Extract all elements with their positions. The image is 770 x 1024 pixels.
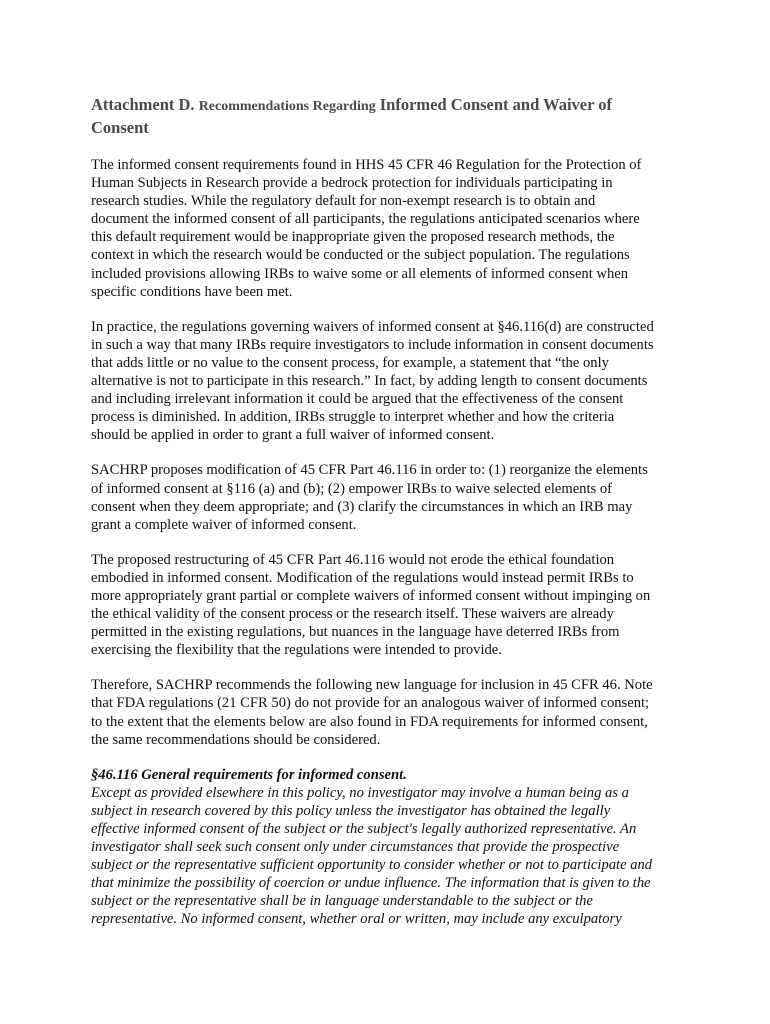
- section-line: representative. No informed consent, whether oral or written, may include any exculpatory: [91, 911, 622, 928]
- heading-topic: Informed Consent and Waiver of: [379, 95, 612, 114]
- section-46-116: [91, 766, 681, 929]
- document-page: [91, 94, 681, 946]
- text-line: consent when they deem appropriate; and (3) clarify the circumstances in which an IRB may: [91, 498, 633, 515]
- document-heading: [91, 94, 681, 138]
- section-line: investigator shall seek such consent only under circumstances that provide the prospective: [91, 839, 620, 856]
- text-line: and including irrelevant information it could be argued that the effectiveness of the consent: [91, 391, 624, 408]
- text-line: grant a complete waiver of informed consent.: [91, 516, 357, 533]
- section-title: §46.116 General requirements for informed consent.: [91, 766, 407, 783]
- paragraph-2: [91, 318, 681, 445]
- text-line: the ethical validity of the consent process or the research itself. These waivers are already: [91, 606, 614, 623]
- heading-recommendations: Recommendations Regarding: [198, 99, 376, 114]
- text-line: more appropriately grant partial or complete waivers of informed consent without impinging on: [91, 587, 651, 604]
- paragraph-5: [91, 676, 681, 748]
- paragraph-1: [91, 156, 681, 301]
- section-line: Except as provided elsewhere in this policy, no investigator may involve a human being as a: [91, 784, 629, 801]
- text-line: should be applied in order to grant a full waiver of informed consent.: [91, 427, 495, 444]
- text-line: alternative is not to participate in this research.” In fact, by adding length to consent documents: [91, 373, 648, 390]
- text-line: embodied in informed consent. Modification of the regulations would instead permit IRBs to: [91, 569, 634, 586]
- section-line: subject or the representative shall be in language understandable to the subject or the: [91, 893, 593, 910]
- text-line: In practice, the regulations governing waivers of informed consent at §46.116(d) are constructed: [91, 318, 654, 335]
- text-line: included provisions allowing IRBs to waive some or all elements of informed consent when: [91, 265, 629, 282]
- text-line: permitted in the existing regulations, but nuances in the language have deterred IRBs from: [91, 624, 620, 641]
- text-line: that adds little or no value to the consent process, for example, a statement that “the only: [91, 354, 609, 371]
- text-line: research studies. While the regulatory default for non-exempt research is to obtain and: [91, 193, 596, 210]
- section-line: effective informed consent of the subject or the subject's legally authorized representative. An: [91, 821, 637, 837]
- text-line: the same recommendations should be considered.: [91, 731, 381, 748]
- text-line: context in which the research would be conducted or the subject population. The regulations: [91, 247, 630, 264]
- text-line: specific conditions have been met.: [91, 283, 293, 300]
- text-line: document the informed consent of all participants, the regulations anticipated scenarios where: [91, 211, 640, 228]
- section-line: subject in research covered by this policy unless the investigator has obtained the legally: [91, 802, 611, 819]
- text-line: SACHRP proposes modification of 45 CFR Part 46.116 in order to: (1) reorganize the elements: [91, 462, 648, 479]
- text-line: The informed consent requirements found in HHS 45 CFR 46 Regulation for the Protection of: [91, 157, 642, 173]
- section-line: that minimize the possibility of coercion or undue influence. The information that is given to the: [91, 875, 651, 892]
- text-line: this default requirement would be inappropriate given the proposed research methods, the: [91, 229, 615, 246]
- paragraph-3: [91, 461, 681, 533]
- section-line: subject or the representative sufficient opportunity to consider whether or not to participate and: [91, 857, 653, 874]
- text-line: to the extent that the elements below are also found in FDA requirements for informed consent,: [91, 713, 648, 730]
- text-line: exercising the flexibility that the regulations were intended to provide.: [91, 642, 502, 659]
- paragraph-4: [91, 551, 681, 660]
- heading-topic-continued: Consent: [91, 118, 149, 137]
- text-line: Therefore, SACHRP recommends the following new language for inclusion in 45 CFR 46. Note: [91, 677, 653, 694]
- text-line: that FDA regulations (21 CFR 50) do not provide for an analogous waiver of informed consent;: [91, 695, 650, 712]
- text-line: in such a way that many IRBs require investigators to include information in consent documents: [91, 336, 654, 353]
- text-line: Human Subjects in Research provide a bedrock protection for individuals participating in: [91, 175, 613, 192]
- text-line: of informed consent at §116 (a) and (b); (2) empower IRBs to waive selected elements of: [91, 480, 613, 497]
- text-line: process is diminished. In addition, IRBs struggle to interpret whether and how the criteria: [91, 409, 615, 426]
- heading-attachment: Attachment D.: [91, 95, 195, 114]
- text-line: The proposed restructuring of 45 CFR Part 46.116 would not erode the ethical foundation: [91, 551, 615, 568]
